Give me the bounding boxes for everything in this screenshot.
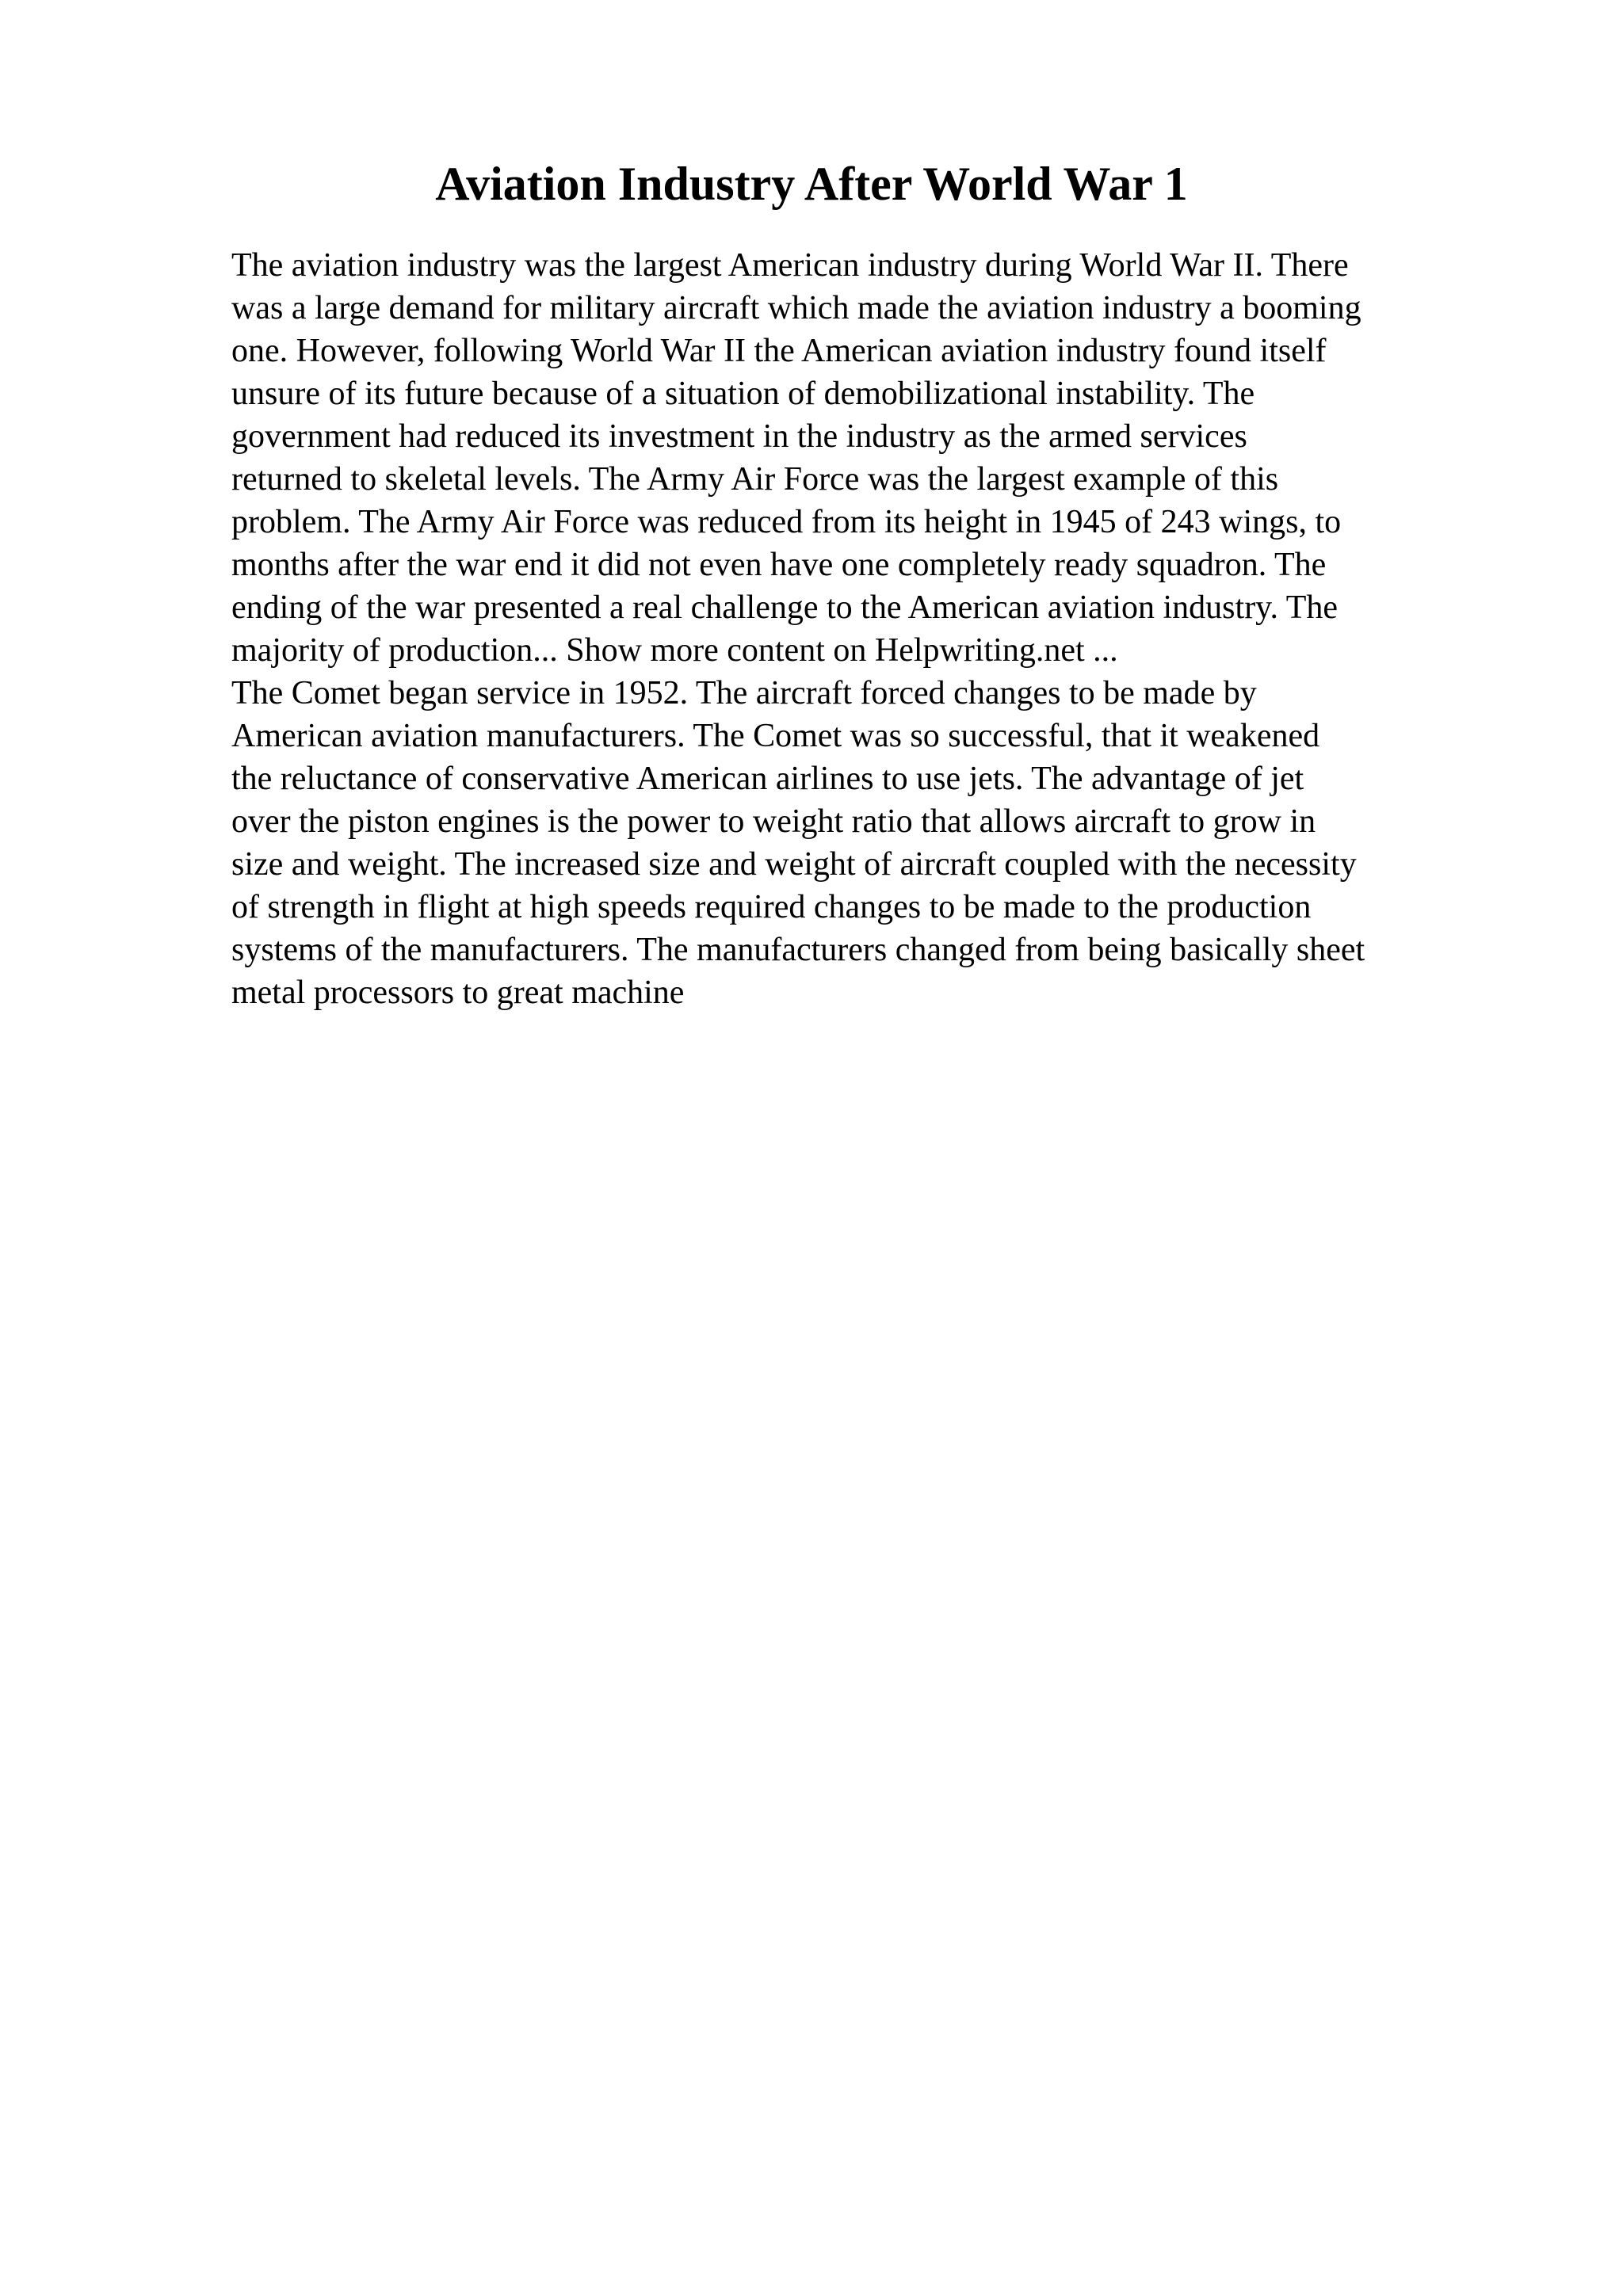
body-line: months after the war end it did not even have one completely ready squadron. The xyxy=(231,547,1327,583)
body-line: the reluctance of conservative American airlines to use jets. The advantage of jet xyxy=(231,761,1304,797)
document-body xyxy=(231,244,1499,1014)
body-line: ending of the war presented a real challenge to the American aviation industry. The xyxy=(231,589,1338,626)
body-line: returned to skeletal levels. The Army Air Force was the largest example of this xyxy=(231,461,1279,498)
body-line: The aviation industry was the largest American industry during World War II. There xyxy=(231,247,1349,284)
body-line: one. However, following World War II the American aviation industry found itself xyxy=(231,333,1327,369)
body-line: metal processors to great machine xyxy=(231,974,685,1011)
body-line: systems of the manufacturers. The manufacturers changed from being basically sheet xyxy=(231,932,1365,968)
body-line: of strength in flight at high speeds required changes to be made to the production xyxy=(231,889,1312,925)
body-line: unsure of its future because of a situation of demobilizational instability. The xyxy=(231,376,1255,412)
body-line: government had reduced its investment in the industry as the armed services xyxy=(231,418,1247,455)
document-title: Aviation Industry After World War 1 xyxy=(435,158,1188,210)
body-line: size and weight. The increased size and weight of aircraft coupled with the necessity xyxy=(231,846,1357,883)
body-line: American aviation manufacturers. The Comet was so successful, that it weakened xyxy=(231,718,1320,754)
body-line-show-more: majority of production... Show more content on Helpwriting.net ... xyxy=(231,632,1118,669)
body-line: The Comet began service in 1952. The aircraft forced changes to be made by xyxy=(231,675,1257,711)
body-line: was a large demand for military aircraft which made the aviation industry a booming xyxy=(231,290,1361,326)
body-line: over the piston engines is the power to weight ratio that allows aircraft to grow in xyxy=(231,803,1316,840)
body-line: problem. The Army Air Force was reduced from its height in 1945 of 243 wings, to xyxy=(231,504,1342,540)
